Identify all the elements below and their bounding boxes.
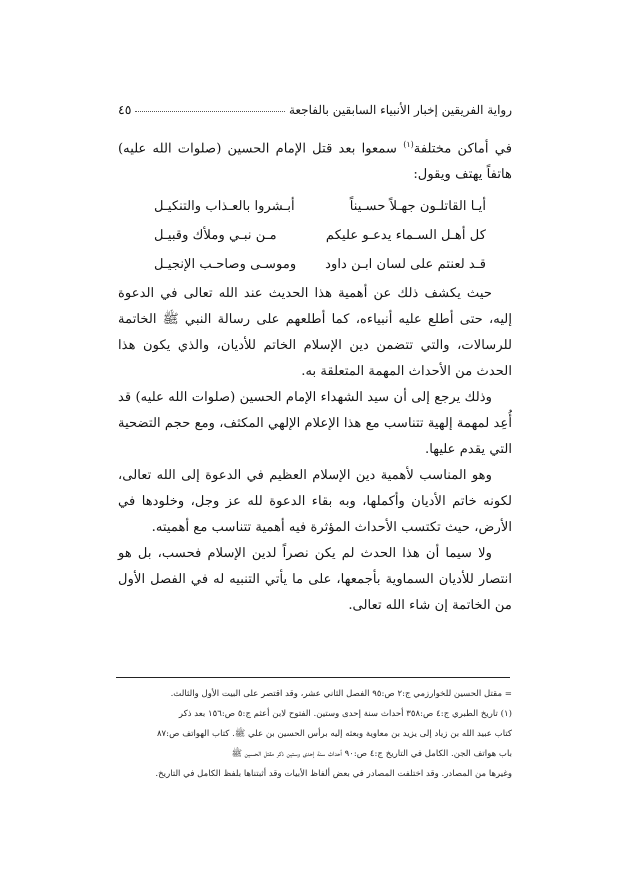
verse-first-hemistich: أيـا القاتلـون جهـلاً حسـيناً — [349, 199, 486, 215]
intro-paragraph: في أماكن مختلفة$^{(١)}$ سمعوا بعد قتل الإمام الحسين (صلوات الله عليه) هاتفاً يهتف ويقول: — [118, 140, 512, 183]
footnote-line: كتاب عبيد الله بن زياد إلى يزيد بن معاوية وبعثه إليه برأس الحسين بن علي ﷺ. كتاب الهواتف ص:٨٧ — [156, 729, 512, 739]
verse-second-hemistich: أبـشروا بالعـذاب والتنكيـل — [154, 199, 295, 215]
running-title: رواية الفريقين إخبار الأنبياء السابقين بالفاجعة — [288, 103, 512, 117]
page-number: ٤٥ — [118, 102, 132, 117]
footnotes — [118, 684, 512, 784]
header-dot-leader — [135, 111, 285, 112]
verse-first-hemistich: كل أهـل السـماء يدعـو عليكم — [325, 228, 486, 244]
poem — [118, 192, 512, 279]
verse-second-hemistich: مـن نبـي وملأك وقبيـل — [154, 228, 277, 244]
verse-first-hemistich: قـد لعنتم على لسان ابـن داود — [325, 257, 486, 273]
body-paragraph: وذلك يرجع إلى أن سيد الشهداء الإمام الحسين (صلوات الله عليه) قد أُعِد لمهمة إلهية تتناسب مع هذا الإعلام الإلهي المكثف، ومع حجم التضحية التي يقدم عليها. — [118, 390, 512, 458]
poem-verse — [118, 192, 512, 221]
body-paragraph: حيث يكشف ذلك عن أهمية هذا الحديث عند الله تعالى في الدعوة إليه، حتى أطلع عليه أنبياءه، كما أطلعهم على رسالة النبي ﷺ الخاتمة للرسالات، والتي تتضمن دين الإسلام الخاتم للأديان، والذي يكون هذا الحدث من الأحداث المهمة المتعلقة به. — [118, 286, 512, 380]
footnote-line: = مقتل الحسين للخوارزمي ج:٢ ص:٩٥ الفصل الثاني عشر، وقد اقتصر على البيت الأول والثالث. — [170, 689, 512, 699]
main-text — [118, 132, 512, 619]
body-paragraph: وهو المناسب لأهمية دين الإسلام العظيم في الدعوة إلى الله تعالى، لكونه خاتم الأديان وأكملها، وبه بقاء الدعوة لله عز وجل، وخلودها في الأرض، حيث تكتسب الأحداث المؤثرة فيه أهمية تتناسب مع أهميته. — [118, 468, 512, 536]
footnote-reference: (١) — [403, 140, 414, 149]
body-paragraph: ولا سيما أن هذا الحدث لم يكن نصراً لدين الإسلام فحسب، بل هو انتصار للأديان السماوية بأجمعها، على ما يأتي التنبيه له في الفصل الأول من الخاتمة إن شاء الله تعالى. — [118, 546, 512, 614]
poem-verse — [118, 221, 512, 250]
running-header — [118, 97, 512, 117]
footnote-line: باب هواتف الجن. الكامل في التاريخ ج:٤ ص:٩٠ أحداث سنة إحدى وستين ذكر مقتل الحسين ﷺ — [231, 749, 512, 759]
poem-verse — [118, 250, 512, 279]
footnote-line: وغيرها من المصادر. وقد اختلفت المصادر في بعض ألفاظ الأبيات وقد أثبتناها بلفظ الكامل في التاريخ. — [155, 769, 512, 779]
footnote-line: (١) تاريخ الطبري ج:٤ ص:٣٥٨ أحداث سنة إحدى وستين. الفتوح لابن أعثم ج:٥ ص:١٥٦ بعد ذكر — [178, 709, 512, 719]
verse-second-hemistich: وموسـى وصاحـب الإنجيـل — [154, 257, 297, 273]
footnote-separator — [116, 677, 510, 678]
